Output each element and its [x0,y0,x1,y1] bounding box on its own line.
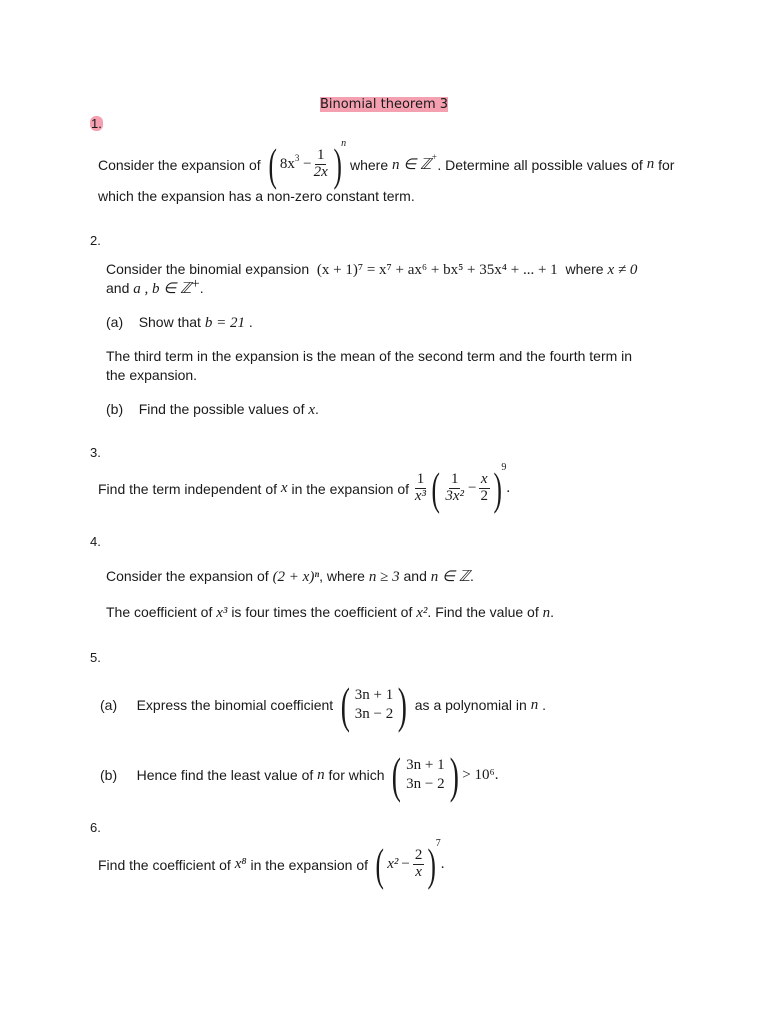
question-6-number: 6. [90,820,101,835]
document-title: Binomial theorem 3 [319,97,449,112]
question-2-paragraph-2: the expansion. [106,367,198,383]
q3-fraction-3: $\frac{x}{2}$ [480,471,488,504]
question-2-paragraph-1: The third term in the expansion is the mean of the second term and the fourth term in [106,348,633,364]
q1-lead: Consider the expansion of [98,156,261,173]
question-2-number: 2. [90,233,101,248]
question-2-line-2: and a , b ∈ ℤ+. [106,276,204,297]
question-4-number: 4. [90,534,101,549]
question-2-line-1: Consider the binomial expansion (x + 1)⁷ = x⁷ + ax⁶ + bx⁵ + 35x⁴ + ... + 1 where x ≠ 0 [106,261,638,278]
question-4-line-2: The coefficient of x³ is four times the coefficient of x². Find the value of n. [106,604,554,621]
q3-fraction-2: $\frac{1}{\text{3x²}}$ [445,471,465,504]
question-2a: (a) Show that b = 21 . [106,314,253,331]
question-1-number: 1. [91,116,102,131]
q5b-binomial-coefficient: 3n + 1 3n − 2 [406,756,445,792]
question-5-number: 5. [90,650,101,665]
question-6-line: Find the coefficient of x⁸ in the expansion of ( x² − $\frac{2}{x}$ ) 7 . [98,838,445,890]
question-4-line-1: Consider the expansion of (2 + x)ⁿ, where n ≥ 3 and n ∈ ℤ. [106,568,474,585]
document-title-row [0,95,768,113]
question-1-line-1: Consider the expansion of ( $8x^3$ − $\frac{1}{2x}$ ) n where n ∈ ℤ+ . Determine all possible values of n for [98,138,675,190]
question-1-line-2: which the expansion has a non-zero constant term. [98,188,415,204]
question-5a: (a) Express the binomial coefficient ( 3n + 1 3n − 2 ) as a polynomial in n . [100,677,546,733]
q6-fraction: $\frac{2}{x}$ [414,847,423,880]
question-2b: (b) Find the possible values of x. [106,401,319,418]
q5a-binomial-coefficient: 3n + 1 3n − 2 [354,686,394,722]
q3-fraction-1: $\frac{1}{\text{x³}}$ [414,471,427,504]
question-3-number: 3. [90,445,101,460]
q1-condition: n ∈ ℤ+ [392,152,438,173]
q1-fraction: $\frac{1}{2x}$ [313,147,328,180]
question-3-line: Find the term independent of x in the expansion of $\frac{1}{\text{x³}}$ ( $\frac{1}{\text{3x²}}$ − $\frac{x}{2}$ ) 9 . [98,462,511,514]
q1-expr: $8x^3$ − [279,153,312,172]
question-5b: (b) Hence find the least value of n for which ( 3n + 1 3n − 2 ) > 10⁶ . [100,747,499,803]
q2-expansion: (x + 1)⁷ = x⁷ + ax⁶ + bx⁵ + 35x⁴ + ... + 1 [316,262,558,278]
